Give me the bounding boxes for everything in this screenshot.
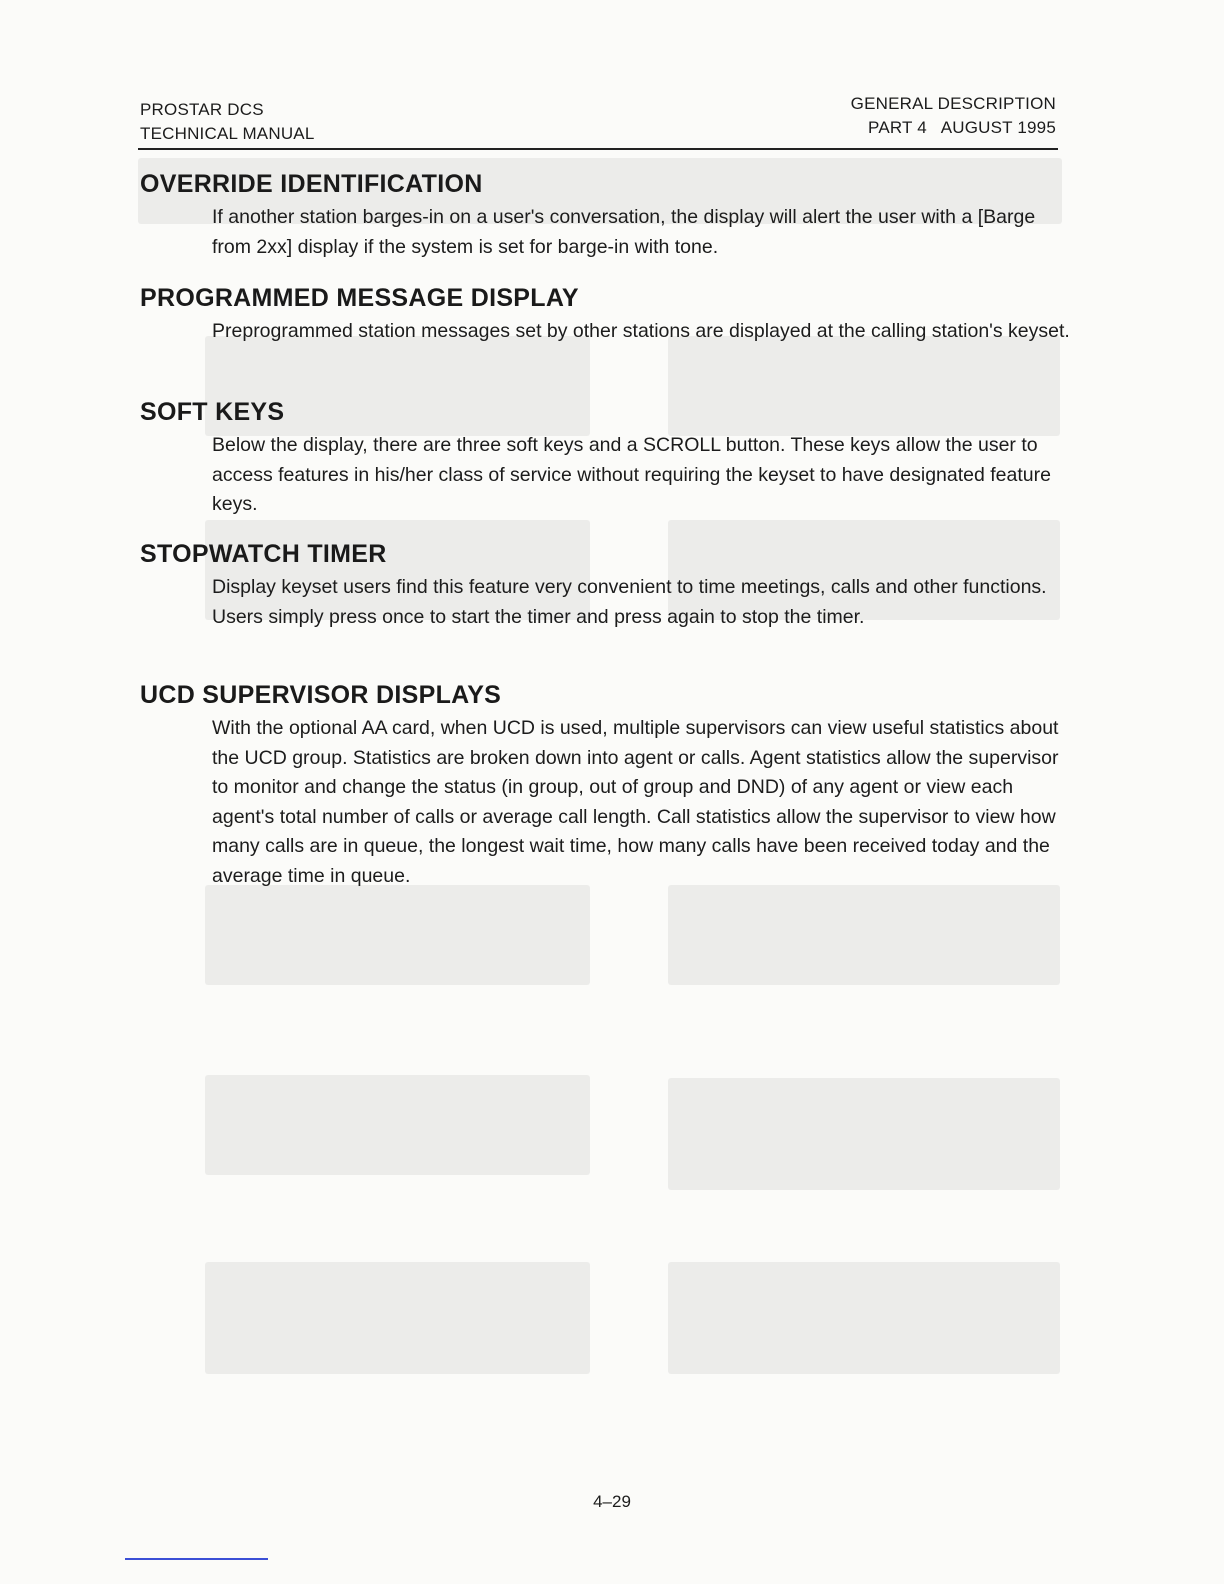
bleed-through-panel <box>668 885 1060 985</box>
section-body: Below the display, there are three soft keys and a SCROLL button. These keys allow the user to access features in his/her class of service without requiring the keyset to have designated feature keys. <box>212 434 1051 515</box>
bleed-through-panel <box>668 1078 1060 1190</box>
section-title: PROGRAMMED MESSAGE DISPLAY <box>140 284 579 312</box>
page-number: 4–29 <box>593 1492 631 1511</box>
header-manual-name: TECHNICAL MANUAL <box>140 124 315 143</box>
bleed-through-panel <box>205 885 590 985</box>
bleed-through-panel <box>205 1075 590 1175</box>
bottom-underline <box>125 1558 268 1560</box>
section-programmed-message-display <box>140 283 1070 347</box>
header-rule <box>138 148 1058 150</box>
section-title: UCD SUPERVISOR DISPLAYS <box>140 681 502 709</box>
header-right <box>851 92 1056 140</box>
section-body: Display keyset users find this feature very convenient to time meetings, calls and other functions. Users simply press once to start the timer and press again to stop the timer. <box>212 576 1047 628</box>
section-body: If another station barges-in on a user's conversation, the display will alert the user with a [Barge from 2xx] display if the system is set for barge-in with tone. <box>212 206 1036 258</box>
header-left <box>140 98 315 146</box>
header-product-name: PROSTAR DCS <box>140 100 264 119</box>
bleed-through-panel <box>205 1262 590 1374</box>
section-stopwatch-timer <box>140 539 1070 632</box>
section-ucd-supervisor-displays <box>140 680 1070 891</box>
bleed-through-panel <box>668 1262 1060 1374</box>
section-body: With the optional AA card, when UCD is used, multiple supervisors can view useful statistics about the UCD group. Statistics are broken down into agent or calls. Agent statistics allow the supervisor to monitor and change the status (in group, out of group and DND) of any agent or view each agent's total number of calls or average call length. Call statistics allow the supervisor to view how many calls are in queue, the longest wait time, how many calls have been received today and the average time in queue. <box>212 717 1059 887</box>
section-body: Preprogrammed station messages set by other stations are displayed at the calling station's keyset. <box>212 320 1070 342</box>
section-title: STOPWATCH TIMER <box>140 540 387 568</box>
section-soft-keys <box>140 397 1070 520</box>
header-chapter-title: GENERAL DESCRIPTION <box>850 94 1056 113</box>
header-part-date: PART 4 AUGUST 1995 <box>868 118 1056 137</box>
section-title: SOFT KEYS <box>140 398 285 426</box>
section-override-identification <box>140 169 1070 262</box>
section-title: OVERRIDE IDENTIFICATION <box>140 170 483 198</box>
